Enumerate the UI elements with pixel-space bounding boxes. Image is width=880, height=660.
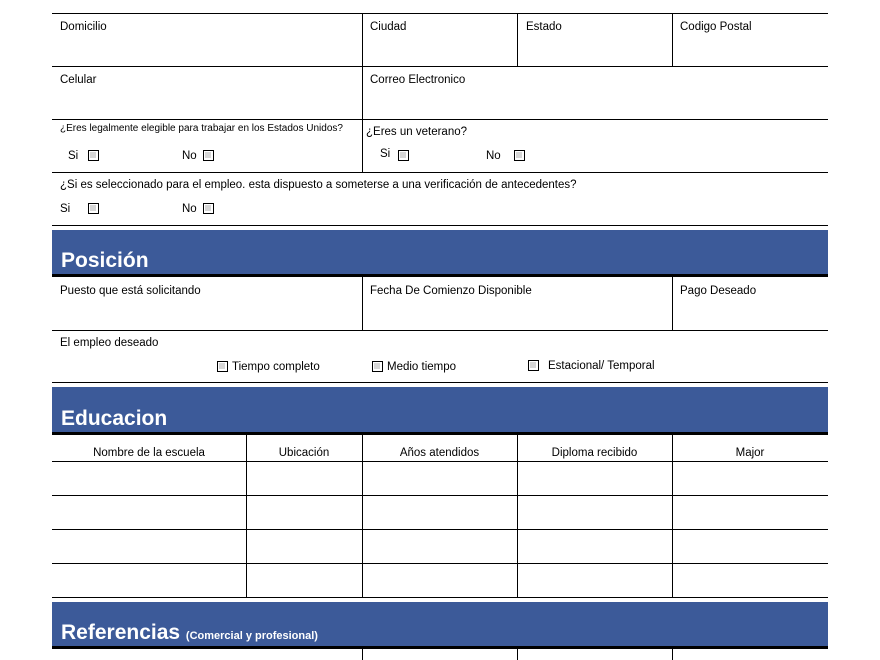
school-cell[interactable] (52, 530, 246, 563)
divider (362, 649, 363, 660)
domicilio-label: Domicilio (60, 21, 107, 33)
major-cell[interactable] (673, 496, 828, 529)
years-cell[interactable] (363, 462, 517, 495)
eligibility-no-checkbox[interactable] (203, 150, 214, 161)
school-cell[interactable] (52, 462, 246, 495)
rule-top (52, 13, 828, 14)
background-check-question: ¿Si es seleccionado para el empleo. esta dispuesto a someterse a una verificación de antecedentes? (60, 179, 577, 191)
rule (52, 172, 828, 173)
school-cell[interactable] (52, 496, 246, 529)
background-yes-label: Si (60, 203, 71, 215)
references-subtitle: (Comercial y profesional) (185, 630, 318, 642)
rule (52, 382, 828, 383)
divider (672, 649, 673, 660)
rule (52, 597, 828, 598)
years-cell[interactable] (363, 496, 517, 529)
major-cell[interactable] (673, 462, 828, 495)
column-header-diploma: Diploma recibido (551, 447, 638, 459)
correo-label: Correo Electronico (370, 74, 466, 86)
diploma-cell[interactable] (518, 462, 672, 495)
divider (517, 13, 518, 66)
codigo-postal-label: Codigo Postal (680, 21, 752, 33)
references-title-text: Referencias (61, 621, 181, 644)
medio-tiempo-label: Medio tiempo (387, 361, 457, 373)
references-section-header (52, 602, 828, 649)
divider (672, 277, 673, 330)
eligibility-yes-checkbox[interactable] (88, 150, 99, 161)
estacional-label: Estacional/ Temporal (548, 360, 655, 372)
education-section-title: Educacion (61, 407, 168, 430)
column-header-years: Años atendidos (399, 447, 480, 459)
school-cell[interactable] (52, 564, 246, 597)
location-cell[interactable] (247, 462, 362, 495)
years-cell[interactable] (363, 564, 517, 597)
education-section-header (52, 387, 828, 435)
divider (362, 277, 363, 330)
veteran-no-label: No (486, 150, 501, 162)
veteran-yes-label: Si (380, 148, 391, 160)
divider (362, 13, 363, 172)
location-cell[interactable] (247, 564, 362, 597)
rule (52, 66, 828, 67)
background-yes-checkbox[interactable] (88, 203, 99, 214)
empleo-label: El empleo deseado (60, 337, 159, 349)
rule (52, 225, 828, 226)
celular-label: Celular (60, 74, 97, 86)
years-cell[interactable] (363, 530, 517, 563)
eligibility-question: ¿Eres legalmente elegible para trabajar en los Estados Unidos? (60, 123, 343, 134)
diploma-cell[interactable] (518, 564, 672, 597)
major-cell[interactable] (673, 530, 828, 563)
pago-label: Pago Deseado (680, 285, 757, 297)
major-cell[interactable] (673, 564, 828, 597)
estacional-checkbox[interactable] (528, 360, 539, 371)
puesto-label: Puesto que está solicitando (60, 285, 201, 297)
diploma-cell[interactable] (518, 496, 672, 529)
location-cell[interactable] (247, 530, 362, 563)
column-header-location: Ubicación (278, 447, 330, 459)
background-no-label: No (182, 203, 197, 215)
background-no-checkbox[interactable] (203, 203, 214, 214)
divider (517, 649, 518, 660)
veteran-yes-checkbox[interactable] (398, 150, 409, 161)
eligibility-no-label: No (182, 150, 197, 162)
location-cell[interactable] (247, 496, 362, 529)
rule (52, 119, 828, 120)
estado-label: Estado (526, 21, 562, 33)
rule (52, 330, 828, 331)
ciudad-label: Ciudad (370, 21, 407, 33)
column-header-school: Nombre de la escuela (93, 447, 205, 459)
eligibility-yes-label: Si (68, 150, 79, 162)
fecha-label: Fecha De Comienzo Disponible (370, 285, 532, 297)
divider (672, 13, 673, 66)
tiempo-completo-checkbox[interactable] (217, 361, 228, 372)
medio-tiempo-checkbox[interactable] (372, 361, 383, 372)
position-section-header (52, 230, 828, 277)
veteran-question: ¿Eres un veterano? (366, 126, 468, 138)
column-header-major: Major (735, 447, 765, 459)
veteran-no-checkbox[interactable] (514, 150, 525, 161)
position-section-title: Posición (61, 249, 149, 272)
tiempo-completo-label: Tiempo completo (232, 361, 320, 373)
diploma-cell[interactable] (518, 530, 672, 563)
references-section-title (61, 621, 318, 645)
